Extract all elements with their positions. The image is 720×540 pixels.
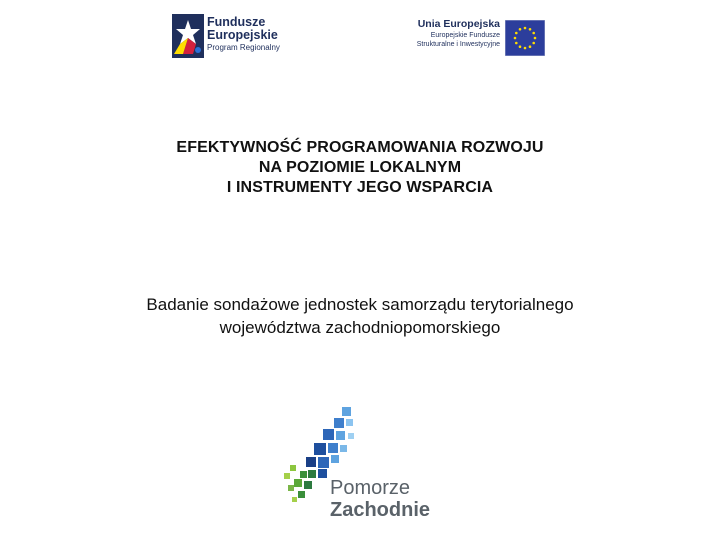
unia-sub2: Strukturalne i Inwestycyjne [416, 41, 500, 48]
eu-flag-icon [505, 20, 545, 56]
logo-bar [0, 0, 720, 70]
subtitle-line2: województwa zachodniopomorskiego [219, 318, 501, 337]
pomorze-line1: Pomorze [330, 477, 411, 499]
unia-sub1: Europejskie Fundusze [430, 32, 500, 39]
fundusze-europejskie-star-icon [172, 14, 204, 58]
unia-title: Unia Europejska [417, 18, 500, 30]
fundusze-line1: Fundusze [207, 15, 266, 29]
pomorze-line2: Zachodnie [330, 499, 431, 521]
document-title [60, 138, 660, 198]
document-subtitle [40, 293, 680, 339]
subtitle-line1: Badanie sondażowe jednostek samorządu terytorialnego [146, 295, 574, 314]
title-line2: NA POZIOMIE LOKALNYM [258, 159, 462, 176]
fundusze-sub: Program Regionalny [207, 43, 280, 52]
title-line1: EFEKTYWNOŚĆ PROGRAMOWANIA ROZWOJU [176, 139, 544, 156]
unia-europejska-text [382, 18, 500, 49]
unia-europejska-logo [382, 18, 547, 58]
fundusze-line2: Europejskie [207, 28, 278, 42]
fundusze-europejskie-text [207, 16, 280, 54]
pomorze-zachodnie-logo [278, 405, 448, 527]
title-line3: I INSTRUMENTY JEGO WSPARCIA [226, 179, 494, 196]
fundusze-europejskie-logo [172, 14, 292, 60]
pomorze-zachodnie-text [330, 477, 430, 521]
